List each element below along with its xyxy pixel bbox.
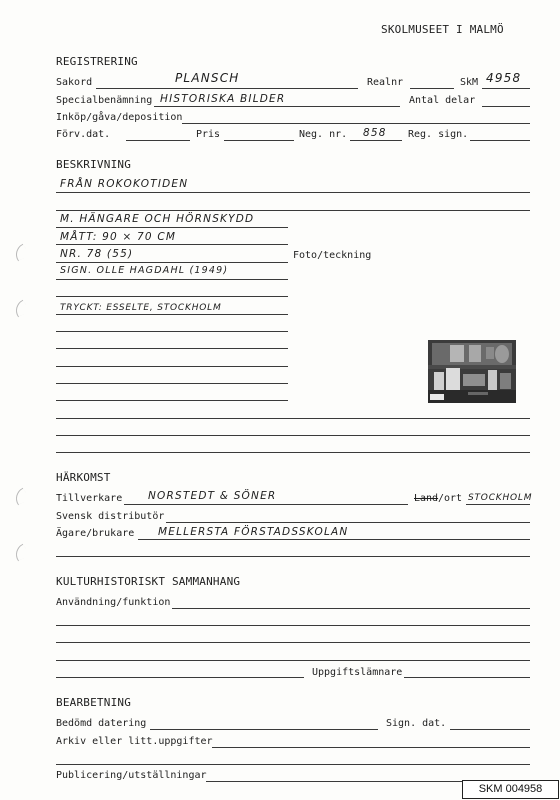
skm-label: SkM xyxy=(460,77,479,88)
description-line xyxy=(56,435,530,436)
kultur-line xyxy=(56,660,530,661)
description-line xyxy=(56,262,288,263)
skm-field-line xyxy=(482,88,530,89)
skm-value: 4958 xyxy=(486,71,522,85)
arkiv-label: Arkiv eller litt.uppgifter xyxy=(56,736,213,747)
description-line xyxy=(56,279,288,280)
specialbenamning-label: Specialbenämning xyxy=(56,95,153,106)
section-heading-bearbetning: BEARBETNING xyxy=(56,696,132,709)
inkop-field-line xyxy=(182,123,530,124)
realnr-label: Realnr xyxy=(367,77,404,88)
distributor-label: Svensk distributör xyxy=(56,511,165,522)
tillverkare-label: Tillverkare xyxy=(56,493,123,504)
description-line xyxy=(56,366,288,367)
tillverkare-field-line xyxy=(124,504,408,505)
kultur-line xyxy=(56,625,530,626)
pris-field-line xyxy=(224,140,294,141)
description-text: FRÅN ROKOKOTIDEN xyxy=(60,178,189,190)
description-line xyxy=(56,418,530,419)
uppgift-field-line xyxy=(404,677,530,678)
punch-hole-mark xyxy=(12,300,30,318)
description-text: SIGN. OLLE HAGDAHL (1949) xyxy=(60,265,229,276)
neg-nr-value: 858 xyxy=(363,127,387,139)
harkomst-extra-line xyxy=(56,556,530,557)
realnr-field-line xyxy=(410,88,454,89)
description-line xyxy=(56,452,530,453)
ort-field-line xyxy=(466,504,530,505)
description-line xyxy=(56,331,288,332)
section-heading-kultur: KULTURHISTORISKT SAMMANHANG xyxy=(56,575,241,588)
antal-delar-field-line xyxy=(482,106,530,107)
description-line xyxy=(56,210,530,211)
kultur-line xyxy=(56,642,530,643)
neg-nr-field-line xyxy=(350,140,402,141)
poster-thumbnail-image xyxy=(428,340,516,403)
reg-sign-label: Reg. sign. xyxy=(408,129,469,140)
arkiv-extra-line xyxy=(56,764,530,765)
agare-label: Ägare/brukare xyxy=(56,528,135,539)
sakord-field-line xyxy=(96,88,358,89)
description-text: MÅTT: 90 × 70 CM xyxy=(60,231,177,243)
section-heading-beskrivning: BESKRIVNING xyxy=(56,158,132,171)
agare-value: MELLERSTA FÖRSTADSSKOLAN xyxy=(158,526,349,538)
forv-dat-label: Förv.dat. xyxy=(56,129,111,140)
land-label-struck: Land xyxy=(414,493,439,504)
punch-hole-mark xyxy=(12,488,30,506)
description-line xyxy=(56,244,288,245)
description-text: M. HÄNGARE OCH HÖRNSKYDD xyxy=(60,213,255,225)
neg-nr-label: Neg. nr. xyxy=(299,129,348,140)
description-text: NR. 78 (55) xyxy=(60,248,134,260)
specialbenamning-field-line xyxy=(154,106,400,107)
punch-hole-mark xyxy=(12,544,30,562)
anvandning-label: Användning/funktion xyxy=(56,597,171,608)
reg-sign-field-line xyxy=(470,140,530,141)
datering-label: Bedömd datering xyxy=(56,718,147,729)
kultur-line xyxy=(56,677,304,678)
description-line xyxy=(56,227,288,228)
section-heading-registrering: REGISTRERING xyxy=(56,55,138,68)
punch-hole-mark xyxy=(12,244,30,262)
description-line xyxy=(56,192,530,193)
foto-label: Foto/teckning xyxy=(293,250,372,261)
distributor-field-line xyxy=(166,522,530,523)
publicering-label: Publicering/utställningar xyxy=(56,770,207,781)
specialbenamning-value: HISTORISKA BILDER xyxy=(160,93,286,105)
inkop-label: Inköp/gåva/deposition xyxy=(56,112,183,123)
datering-field-line xyxy=(150,729,378,730)
description-line xyxy=(56,383,288,384)
description-line xyxy=(56,400,288,401)
sakord-value: PLANSCH xyxy=(175,71,240,85)
sign-dat-field-line xyxy=(450,729,530,730)
section-heading-harkomst: HÄRKOMST xyxy=(56,471,111,484)
ort-label: /ort xyxy=(438,493,463,504)
arkiv-field-line xyxy=(212,747,530,748)
agare-field-line xyxy=(138,539,530,540)
description-line xyxy=(56,348,288,349)
sakord-label: Sakord xyxy=(56,77,93,88)
anvandning-field-line xyxy=(172,608,530,609)
catalogue-number-stamp: SKM 004958 xyxy=(462,780,559,799)
pris-label: Pris xyxy=(196,129,221,140)
description-line xyxy=(56,314,288,315)
uppgift-label: Uppgiftslämnare xyxy=(312,667,403,678)
sign-dat-label: Sign. dat. xyxy=(386,718,447,729)
tillverkare-value: NORSTEDT & SÖNER xyxy=(148,490,277,502)
ort-value: STOCKHOLM xyxy=(468,493,533,503)
antal-delar-label: Antal delar xyxy=(409,95,476,106)
description-line xyxy=(56,296,288,297)
description-text: TRYCKT: ESSELTE, STOCKHOLM xyxy=(60,303,222,313)
forv-dat-field-line xyxy=(126,140,190,141)
institution-header: SKOLMUSEET I MALMÖ xyxy=(381,23,504,36)
